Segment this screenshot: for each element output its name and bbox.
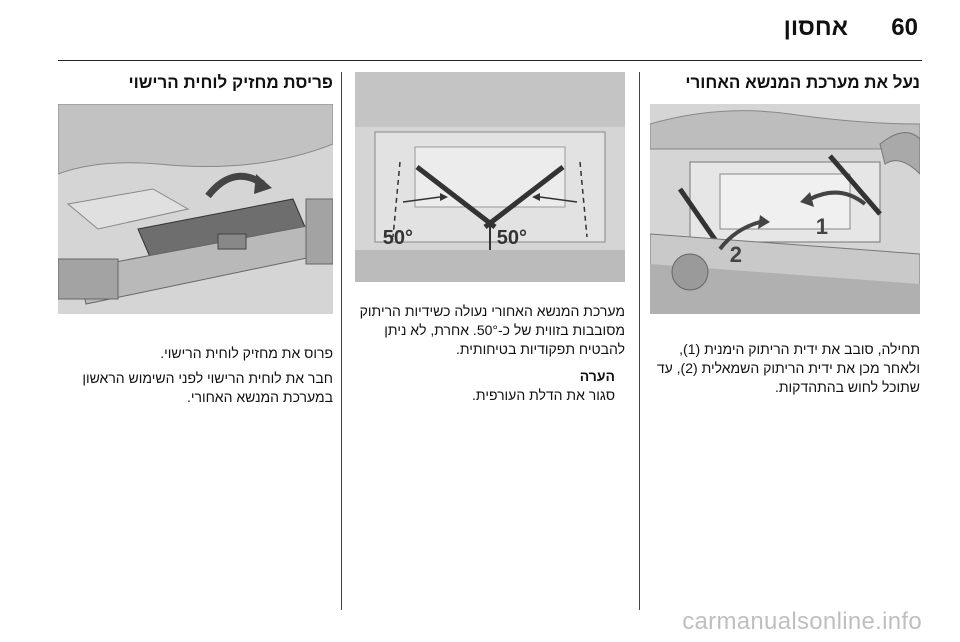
note-text: סגור את הדלת העורפית.: [472, 387, 615, 403]
locked-condition-text: מערכת המנשא האחורי נעולה כשידיות הריתוק מסובבות בזווית של כ-50°. אחרת, לא ניתן להבטיח תפקודיות בטיחותית.: [359, 303, 625, 357]
page-number: 60: [891, 14, 918, 41]
plate-holder-drawing: [58, 104, 333, 314]
middle-column: [355, 72, 625, 612]
watermark: carmanualsonline.info: [682, 608, 922, 635]
column-divider: [639, 72, 640, 610]
left-column: [58, 72, 333, 612]
lever-angle-drawing: [355, 72, 625, 282]
page-header: [0, 0, 960, 62]
angle-label-left: 50°: [382, 227, 413, 249]
plate-holder-heading: פריסת מחזיק לוחית הרישוי: [128, 73, 333, 92]
plate-holder-illustration: [58, 104, 333, 314]
lock-rear-carrier-heading: נעל את מערכת המנשא האחורי: [685, 73, 920, 92]
column-divider: [341, 72, 342, 610]
lock-instructions-text: תחילה, סובב את ידית הריתוק הימנית (1), ולאחר מכן את ידית הריתוק השמאלית (2), עד שתוכל לחוש בהתהדקות.: [656, 341, 920, 395]
deploy-plate-holder-text: פרוס את מחזיק לוחית הרישוי.: [160, 345, 333, 361]
right-column: [650, 72, 920, 612]
lock-levers-drawing: [650, 104, 920, 314]
section-title: אחסון: [783, 14, 848, 41]
attach-plate-text: חבר את לוחית הרישוי לפני השימוש הראשון במערכת המנשא האחורי.: [82, 370, 333, 405]
lock-levers-illustration: [650, 104, 920, 314]
lever-angle-illustration: [355, 72, 625, 282]
header-divider: [58, 60, 922, 61]
lever-label-2: 2: [729, 242, 742, 267]
note-heading: הערה: [579, 368, 615, 384]
lever-label-1: 1: [815, 214, 828, 239]
angle-label-right: 50°: [496, 227, 527, 249]
